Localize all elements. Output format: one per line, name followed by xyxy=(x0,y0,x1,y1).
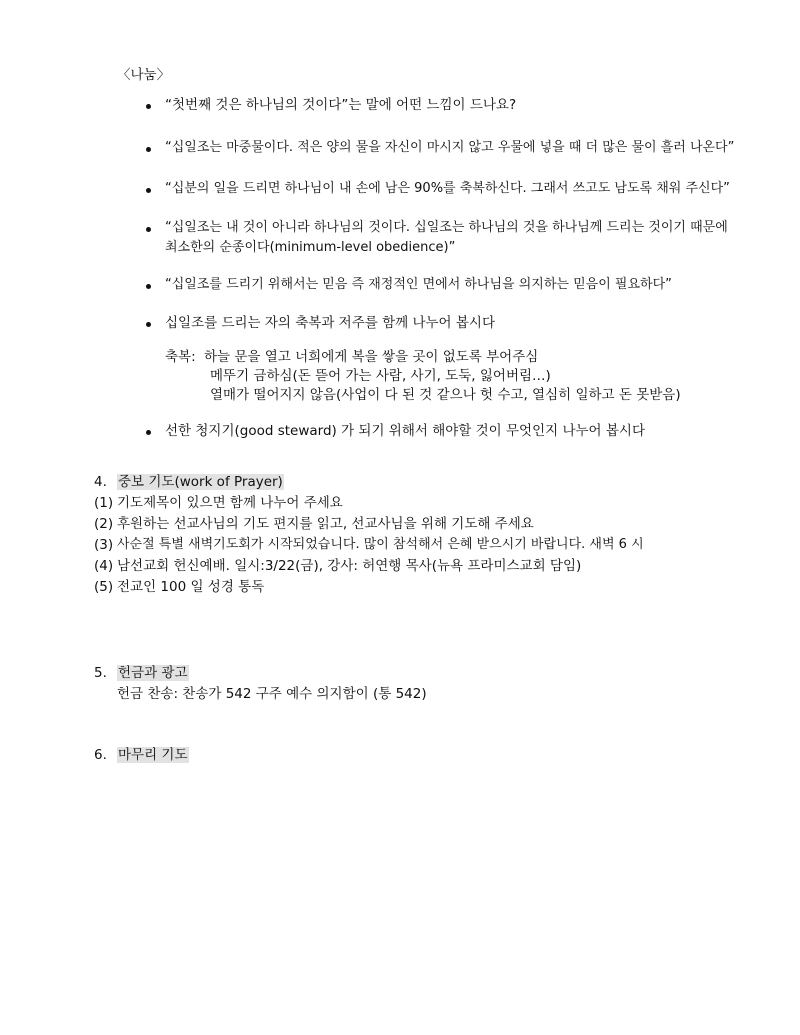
blessing-line-3: 열매가 떨어지지 않음(사업이 다 된 것 같으나 헛 수고, 열심히 일하고 돈 못받음) xyxy=(210,387,681,403)
sharing-bullet-7: 선한 청지기(good steward) 가 되기 위해서 해야할 것이 무엇인지 나누어 봅시다 xyxy=(165,423,645,439)
sharing-bullet-1: “첫번째 것은 하나님의 것이다”는 말에 어떤 느낌이 드나요? xyxy=(165,97,517,113)
sharing-bullet-6: 십일조를 드리는 자의 축복과 저주를 함께 나누어 봅시다 xyxy=(165,315,495,331)
section-4-item-text: 기도제목이 있으면 함께 나누어 주세요 xyxy=(117,495,343,511)
section-4-item-num: (2) xyxy=(94,516,114,532)
bullet-dot xyxy=(146,104,151,109)
sharing-heading: 〈나눔〉 xyxy=(117,67,171,83)
section-4-item-text: 후원하는 선교사님의 기도 편지를 읽고, 선교사님을 위해 기도해 주세요 xyxy=(117,516,534,532)
section-5-body: 헌금 찬송: 찬송가 542 구주 예수 의지함이 (통 542) xyxy=(117,686,427,702)
bullet-dot xyxy=(146,188,151,193)
section-4-item-num: (5) xyxy=(94,579,114,595)
section-4-item-num: (1) xyxy=(94,495,114,511)
section-6-number: 6. xyxy=(94,747,107,763)
sharing-bullet-4-line-2: 최소한의 순종이다(minimum-level obedience)” xyxy=(165,240,456,255)
section-4-number: 4. xyxy=(94,474,107,490)
section-4-item-text: 남선교회 헌신예배. 일시:3/22(금), 강사: 허연행 목사(뉴욕 프라미스교회 담임) xyxy=(117,558,582,574)
section-4-item-text: 사순절 특별 새벽기도회가 시작되었습니다. 많이 참석해서 은혜 받으시기 바랍니다. 새벽 6 시 xyxy=(117,537,644,552)
sharing-bullet-3: “십분의 일을 드리면 하나님이 내 손에 남은 90%를 축복하신다. 그래서 쓰고도 남도록 채워 주신다” xyxy=(165,181,730,196)
bullet-dot xyxy=(146,430,151,435)
sharing-bullet-2: “십일조는 마중물이다. 적은 양의 물을 자신이 마시지 않고 우물에 넣을 때 더 많은 물이 흘러 나온다” xyxy=(165,140,735,155)
bullet-dot xyxy=(146,227,151,232)
blessing-line-1: 하늘 문을 열고 너희에게 복을 쌓을 곳이 없도록 부어주심 xyxy=(204,349,539,365)
sharing-bullet-4-line-1: “십일조는 내 것이 아니라 하나님의 것이다. 십일조는 하나님의 것을 하나님께 드리는 것이기 때문에 xyxy=(165,220,728,235)
section-4-item-num: (4) xyxy=(94,558,114,574)
bullet-dot xyxy=(146,284,151,289)
section-6-title: 마무리 기도 xyxy=(118,747,188,763)
bullet-dot xyxy=(146,322,151,327)
section-5-title: 헌금과 광고 xyxy=(118,665,188,681)
bullet-dot xyxy=(146,147,151,152)
section-4-title: 중보 기도(work of Prayer) xyxy=(118,474,283,490)
section-4-item-num: (3) xyxy=(94,537,114,553)
section-5-number: 5. xyxy=(94,665,107,681)
sharing-bullet-5: “십일조를 드리기 위해서는 믿음 즉 재정적인 면에서 하나님을 의지하는 믿음이 필요하다” xyxy=(165,277,672,292)
blessing-line-2: 메뚜기 금하심(돈 뜯어 가는 사람, 사기, 도둑, 잃어버림…) xyxy=(210,368,551,384)
section-4-item-text: 전교인 100 일 성경 통독 xyxy=(117,579,265,595)
blessing-label: 축복: xyxy=(165,349,196,365)
